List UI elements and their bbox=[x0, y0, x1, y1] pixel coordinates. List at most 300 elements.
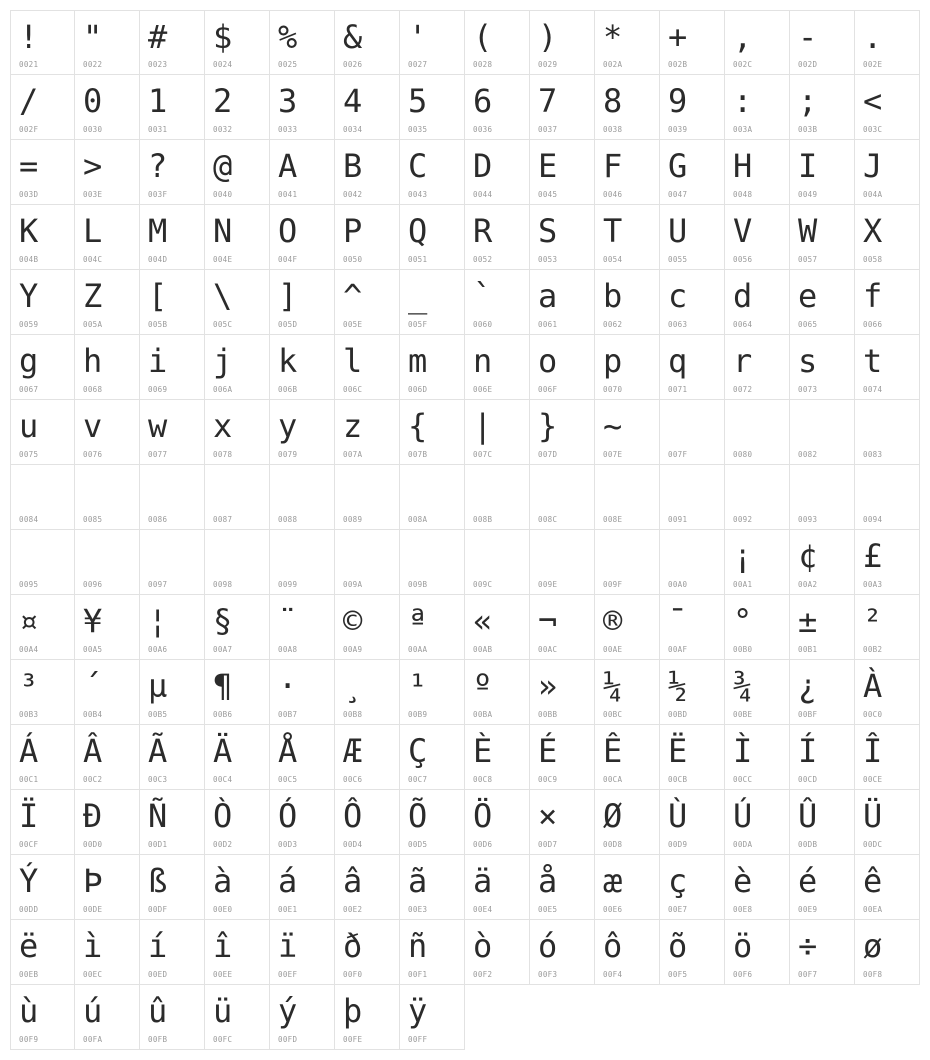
glyph-cell bbox=[530, 10, 595, 75]
glyph-codepoint: 00E7 bbox=[668, 905, 688, 914]
glyph-cell bbox=[140, 985, 205, 1050]
glyph-character: ¥ bbox=[83, 602, 103, 640]
glyph-cell bbox=[270, 75, 335, 140]
glyph-cell bbox=[790, 725, 855, 790]
glyph-character: M bbox=[148, 212, 168, 250]
glyph-codepoint: 00CE bbox=[863, 775, 883, 784]
glyph-cell bbox=[335, 140, 400, 205]
glyph-cell bbox=[270, 140, 335, 205]
glyph-cell bbox=[790, 75, 855, 140]
glyph-cell bbox=[140, 335, 205, 400]
glyph-cell bbox=[660, 530, 725, 595]
glyph-character: º bbox=[473, 667, 493, 705]
glyph-cell bbox=[270, 660, 335, 725]
glyph-character: O bbox=[278, 212, 298, 250]
glyph-cell bbox=[270, 270, 335, 335]
glyph-codepoint: 00BD bbox=[668, 710, 688, 719]
glyph-cell bbox=[465, 855, 530, 920]
glyph-cell bbox=[465, 10, 530, 75]
glyph-character: Ù bbox=[668, 797, 688, 835]
glyph-character: ^ bbox=[343, 277, 363, 315]
glyph-cell bbox=[530, 595, 595, 660]
glyph-character: / bbox=[19, 82, 39, 120]
glyph-codepoint: 00C9 bbox=[538, 775, 558, 784]
glyph-codepoint: 00D6 bbox=[473, 840, 493, 849]
glyph-character: Ò bbox=[213, 797, 233, 835]
glyph-cell bbox=[725, 920, 790, 985]
glyph-character: ù bbox=[19, 992, 39, 1030]
glyph-character: 7 bbox=[538, 82, 558, 120]
glyph-character: 2 bbox=[213, 82, 233, 120]
glyph-cell bbox=[855, 75, 920, 140]
glyph-codepoint: 00BF bbox=[798, 710, 818, 719]
glyph-character: h bbox=[83, 342, 103, 380]
glyph-character: ó bbox=[538, 927, 558, 965]
glyph-character: è bbox=[733, 862, 753, 900]
glyph-cell bbox=[270, 530, 335, 595]
glyph-cell bbox=[75, 465, 140, 530]
glyph-character: ý bbox=[278, 992, 298, 1030]
glyph-character: È bbox=[473, 732, 493, 770]
glyph-cell bbox=[270, 790, 335, 855]
glyph-codepoint: 0048 bbox=[733, 190, 753, 199]
glyph-cell bbox=[725, 855, 790, 920]
glyph-cell bbox=[140, 75, 205, 140]
glyph-character: D bbox=[473, 147, 493, 185]
glyph-cell bbox=[335, 660, 400, 725]
glyph-cell bbox=[465, 270, 530, 335]
glyph-codepoint: 007E bbox=[603, 450, 623, 459]
glyph-codepoint: 00A9 bbox=[343, 645, 363, 654]
glyph-codepoint: 0024 bbox=[213, 60, 233, 69]
glyph-codepoint: 0092 bbox=[733, 515, 753, 524]
glyph-cell bbox=[205, 985, 270, 1050]
glyph-character: m bbox=[408, 342, 428, 380]
glyph-codepoint: 0082 bbox=[798, 450, 818, 459]
glyph-cell bbox=[595, 595, 660, 660]
glyph-character: ² bbox=[863, 602, 883, 640]
glyph-codepoint: 009A bbox=[343, 580, 363, 589]
glyph-cell bbox=[10, 920, 75, 985]
glyph-character: I bbox=[798, 147, 818, 185]
glyph-character: Y bbox=[19, 277, 39, 315]
glyph-character: E bbox=[538, 147, 558, 185]
glyph-character: ö bbox=[733, 927, 753, 965]
glyph-codepoint: 00D1 bbox=[148, 840, 168, 849]
glyph-codepoint: 004D bbox=[148, 255, 168, 264]
glyph-codepoint: 00CA bbox=[603, 775, 623, 784]
glyph-character: ¤ bbox=[19, 602, 39, 640]
glyph-cell bbox=[10, 10, 75, 75]
glyph-character: ¸ bbox=[343, 667, 363, 705]
glyph-character: í bbox=[148, 927, 168, 965]
glyph-cell bbox=[790, 530, 855, 595]
glyph-cell bbox=[140, 270, 205, 335]
glyph-cell bbox=[725, 10, 790, 75]
glyph-character: > bbox=[83, 147, 103, 185]
glyph-cell bbox=[465, 790, 530, 855]
glyph-codepoint: 0051 bbox=[408, 255, 428, 264]
glyph-codepoint: 005F bbox=[408, 320, 428, 329]
glyph-cell bbox=[660, 855, 725, 920]
glyph-codepoint: 0062 bbox=[603, 320, 623, 329]
glyph-character: c bbox=[668, 277, 688, 315]
glyph-codepoint: 003D bbox=[19, 190, 39, 199]
glyph-cell bbox=[10, 400, 75, 465]
glyph-cell bbox=[465, 660, 530, 725]
glyph-cell bbox=[140, 660, 205, 725]
glyph-codepoint: 00E2 bbox=[343, 905, 363, 914]
glyph-character: [ bbox=[148, 277, 168, 315]
glyph-cell bbox=[270, 10, 335, 75]
glyph-codepoint: 00D8 bbox=[603, 840, 623, 849]
glyph-cell bbox=[400, 790, 465, 855]
glyph-character: ] bbox=[278, 277, 298, 315]
glyph-codepoint: 00A7 bbox=[213, 645, 233, 654]
glyph-character: # bbox=[148, 18, 168, 56]
glyph-character: â bbox=[343, 862, 363, 900]
glyph-codepoint: 00D9 bbox=[668, 840, 688, 849]
glyph-cell bbox=[465, 75, 530, 140]
glyph-cell bbox=[595, 920, 660, 985]
glyph-cell bbox=[790, 205, 855, 270]
glyph-character: ë bbox=[19, 927, 39, 965]
glyph-codepoint: 0064 bbox=[733, 320, 753, 329]
glyph-cell bbox=[790, 335, 855, 400]
glyph-character: ð bbox=[343, 927, 363, 965]
glyph-character: ä bbox=[473, 862, 493, 900]
glyph-codepoint: 0021 bbox=[19, 60, 39, 69]
glyph-codepoint: 007F bbox=[668, 450, 688, 459]
glyph-cell bbox=[10, 855, 75, 920]
glyph-character: x bbox=[213, 407, 233, 445]
glyph-character: J bbox=[863, 147, 883, 185]
glyph-character: ¬ bbox=[538, 602, 558, 640]
glyph-codepoint: 00E4 bbox=[473, 905, 493, 914]
glyph-cell bbox=[855, 660, 920, 725]
glyph-codepoint: 00EE bbox=[213, 970, 233, 979]
glyph-codepoint: 0039 bbox=[668, 125, 688, 134]
glyph-character: ¢ bbox=[798, 537, 818, 575]
glyph-cell bbox=[725, 400, 790, 465]
glyph-character: ¶ bbox=[213, 667, 233, 705]
glyph-cell bbox=[530, 465, 595, 530]
glyph-cell bbox=[595, 855, 660, 920]
glyph-character: ¼ bbox=[603, 667, 623, 705]
glyph-cell bbox=[75, 920, 140, 985]
glyph-cell bbox=[400, 205, 465, 270]
glyph-character: | bbox=[473, 407, 493, 445]
glyph-character: ß bbox=[148, 862, 168, 900]
glyph-cell bbox=[725, 335, 790, 400]
glyph-cell bbox=[660, 270, 725, 335]
glyph-codepoint: 00DC bbox=[863, 840, 883, 849]
glyph-codepoint: 00D7 bbox=[538, 840, 558, 849]
glyph-cell bbox=[75, 140, 140, 205]
glyph-codepoint: 002B bbox=[668, 60, 688, 69]
glyph-codepoint: 0037 bbox=[538, 125, 558, 134]
glyph-character: Æ bbox=[343, 732, 363, 770]
glyph-cell bbox=[595, 725, 660, 790]
glyph-character: u bbox=[19, 407, 39, 445]
glyph-character: ¾ bbox=[733, 667, 753, 705]
glyph-codepoint: 0050 bbox=[343, 255, 363, 264]
glyph-codepoint: 00CF bbox=[19, 840, 39, 849]
glyph-character: P bbox=[343, 212, 363, 250]
glyph-codepoint: 00D3 bbox=[278, 840, 298, 849]
glyph-codepoint: 0093 bbox=[798, 515, 818, 524]
glyph-character: r bbox=[733, 342, 753, 380]
glyph-character: ÷ bbox=[798, 927, 818, 965]
glyph-codepoint: 003C bbox=[863, 125, 883, 134]
glyph-cell bbox=[140, 10, 205, 75]
glyph-character: ( bbox=[473, 18, 493, 56]
glyph-cell bbox=[725, 75, 790, 140]
glyph-character: ã bbox=[408, 862, 428, 900]
glyph-codepoint: 0058 bbox=[863, 255, 883, 264]
glyph-character: · bbox=[278, 667, 298, 705]
glyph-cell bbox=[530, 400, 595, 465]
glyph-character: Û bbox=[798, 797, 818, 835]
glyph-codepoint: 0035 bbox=[408, 125, 428, 134]
glyph-cell bbox=[595, 75, 660, 140]
glyph-codepoint: 0038 bbox=[603, 125, 623, 134]
glyph-grid bbox=[10, 10, 920, 1050]
glyph-codepoint: 0052 bbox=[473, 255, 493, 264]
glyph-character: Å bbox=[278, 732, 298, 770]
glyph-character: + bbox=[668, 18, 688, 56]
glyph-cell bbox=[465, 465, 530, 530]
glyph-codepoint: 00E3 bbox=[408, 905, 428, 914]
glyph-codepoint: 006B bbox=[278, 385, 298, 394]
glyph-codepoint: 00D0 bbox=[83, 840, 103, 849]
glyph-cell bbox=[465, 140, 530, 205]
glyph-codepoint: 00BC bbox=[603, 710, 623, 719]
glyph-codepoint: 004B bbox=[19, 255, 39, 264]
glyph-character: Á bbox=[19, 732, 39, 770]
glyph-codepoint: 00B9 bbox=[408, 710, 428, 719]
glyph-codepoint: 0076 bbox=[83, 450, 103, 459]
glyph-character: 1 bbox=[148, 82, 168, 120]
glyph-cell bbox=[335, 205, 400, 270]
glyph-cell bbox=[855, 140, 920, 205]
glyph-codepoint: 009B bbox=[408, 580, 428, 589]
glyph-codepoint: 00B8 bbox=[343, 710, 363, 719]
glyph-cell bbox=[205, 465, 270, 530]
glyph-cell bbox=[205, 400, 270, 465]
glyph-character: X bbox=[863, 212, 883, 250]
glyph-codepoint: 0045 bbox=[538, 190, 558, 199]
glyph-character: R bbox=[473, 212, 493, 250]
glyph-cell bbox=[140, 790, 205, 855]
glyph-cell bbox=[270, 985, 335, 1050]
glyph-codepoint: 007D bbox=[538, 450, 558, 459]
glyph-codepoint: 0043 bbox=[408, 190, 428, 199]
glyph-codepoint: 00E8 bbox=[733, 905, 753, 914]
glyph-character: 0 bbox=[83, 82, 103, 120]
glyph-codepoint: 00BE bbox=[733, 710, 753, 719]
glyph-codepoint: 00E0 bbox=[213, 905, 233, 914]
glyph-codepoint: 00E6 bbox=[603, 905, 623, 914]
glyph-codepoint: 00FD bbox=[278, 1035, 298, 1044]
glyph-cell bbox=[790, 465, 855, 530]
glyph-codepoint: 0041 bbox=[278, 190, 298, 199]
glyph-character: Ô bbox=[343, 797, 363, 835]
glyph-character: ½ bbox=[668, 667, 688, 705]
glyph-codepoint: 00C8 bbox=[473, 775, 493, 784]
glyph-codepoint: 0096 bbox=[83, 580, 103, 589]
glyph-character: Ã bbox=[148, 732, 168, 770]
glyph-cell bbox=[725, 595, 790, 660]
glyph-cell bbox=[270, 335, 335, 400]
glyph-character: Ì bbox=[733, 732, 753, 770]
glyph-codepoint: 00BA bbox=[473, 710, 493, 719]
glyph-cell bbox=[270, 920, 335, 985]
glyph-cell bbox=[790, 920, 855, 985]
glyph-cell bbox=[595, 400, 660, 465]
glyph-cell bbox=[530, 140, 595, 205]
glyph-cell bbox=[660, 465, 725, 530]
glyph-cell bbox=[10, 205, 75, 270]
glyph-cell bbox=[660, 140, 725, 205]
glyph-cell bbox=[790, 660, 855, 725]
glyph-character: F bbox=[603, 147, 623, 185]
glyph-character: Ý bbox=[19, 862, 39, 900]
glyph-codepoint: 0086 bbox=[148, 515, 168, 524]
glyph-codepoint: 005D bbox=[278, 320, 298, 329]
glyph-character: á bbox=[278, 862, 298, 900]
glyph-cell bbox=[75, 530, 140, 595]
glyph-cell bbox=[75, 205, 140, 270]
glyph-codepoint: 0074 bbox=[863, 385, 883, 394]
glyph-character: ÿ bbox=[408, 992, 428, 1030]
glyph-cell bbox=[400, 985, 465, 1050]
glyph-character: w bbox=[148, 407, 168, 445]
glyph-character: ® bbox=[603, 602, 623, 640]
glyph-codepoint: 00AE bbox=[603, 645, 623, 654]
glyph-codepoint: 00B0 bbox=[733, 645, 753, 654]
glyph-codepoint: 00D5 bbox=[408, 840, 428, 849]
glyph-cell bbox=[400, 855, 465, 920]
glyph-codepoint: 00F2 bbox=[473, 970, 493, 979]
glyph-character: : bbox=[733, 82, 753, 120]
glyph-codepoint: 0094 bbox=[863, 515, 883, 524]
glyph-cell bbox=[205, 10, 270, 75]
glyph-codepoint: 0091 bbox=[668, 515, 688, 524]
glyph-cell bbox=[140, 400, 205, 465]
glyph-character: G bbox=[668, 147, 688, 185]
glyph-cell bbox=[10, 790, 75, 855]
glyph-cell bbox=[270, 595, 335, 660]
glyph-cell bbox=[790, 790, 855, 855]
glyph-codepoint: 0088 bbox=[278, 515, 298, 524]
glyph-codepoint: 0033 bbox=[278, 125, 298, 134]
glyph-character: Z bbox=[83, 277, 103, 315]
glyph-cell bbox=[335, 270, 400, 335]
glyph-cell bbox=[205, 725, 270, 790]
glyph-codepoint: 00C6 bbox=[343, 775, 363, 784]
glyph-character: À bbox=[863, 667, 883, 705]
glyph-cell bbox=[205, 920, 270, 985]
glyph-character: û bbox=[148, 992, 168, 1030]
glyph-codepoint: 0095 bbox=[19, 580, 39, 589]
glyph-cell bbox=[855, 595, 920, 660]
glyph-codepoint: 0034 bbox=[343, 125, 363, 134]
glyph-cell bbox=[10, 140, 75, 205]
glyph-cell bbox=[530, 270, 595, 335]
glyph-character: þ bbox=[343, 992, 363, 1030]
glyph-cell bbox=[205, 855, 270, 920]
glyph-character: T bbox=[603, 212, 623, 250]
glyph-codepoint: 00EC bbox=[83, 970, 103, 979]
glyph-character: ` bbox=[473, 277, 493, 315]
glyph-cell bbox=[10, 660, 75, 725]
glyph-codepoint: 0075 bbox=[19, 450, 39, 459]
glyph-cell bbox=[595, 465, 660, 530]
glyph-character: ~ bbox=[603, 407, 623, 445]
glyph-character: æ bbox=[603, 862, 623, 900]
glyph-codepoint: 0032 bbox=[213, 125, 233, 134]
glyph-cell bbox=[400, 335, 465, 400]
glyph-codepoint: 00C2 bbox=[83, 775, 103, 784]
glyph-codepoint: 00A6 bbox=[148, 645, 168, 654]
glyph-character: * bbox=[603, 18, 623, 56]
glyph-character: Í bbox=[798, 732, 818, 770]
glyph-cell bbox=[400, 10, 465, 75]
glyph-character: L bbox=[83, 212, 103, 250]
glyph-codepoint: 009C bbox=[473, 580, 493, 589]
glyph-codepoint: 005E bbox=[343, 320, 363, 329]
glyph-cell bbox=[465, 400, 530, 465]
glyph-cell bbox=[725, 205, 790, 270]
glyph-character: ³ bbox=[19, 667, 39, 705]
glyph-cell bbox=[75, 985, 140, 1050]
glyph-character: ï bbox=[278, 927, 298, 965]
glyph-character: A bbox=[278, 147, 298, 185]
glyph-cell bbox=[400, 920, 465, 985]
glyph-cell bbox=[140, 920, 205, 985]
glyph-codepoint: 005B bbox=[148, 320, 168, 329]
glyph-codepoint: 00DE bbox=[83, 905, 103, 914]
glyph-codepoint: 00A0 bbox=[668, 580, 688, 589]
glyph-cell bbox=[270, 400, 335, 465]
glyph-cell bbox=[465, 335, 530, 400]
glyph-codepoint: 00FF bbox=[408, 1035, 428, 1044]
glyph-character: e bbox=[798, 277, 818, 315]
glyph-codepoint: 006D bbox=[408, 385, 428, 394]
glyph-character: B bbox=[343, 147, 363, 185]
glyph-cell bbox=[140, 595, 205, 660]
glyph-character: K bbox=[19, 212, 39, 250]
glyph-cell bbox=[790, 10, 855, 75]
glyph-codepoint: 0063 bbox=[668, 320, 688, 329]
glyph-character: § bbox=[213, 602, 233, 640]
glyph-codepoint: 00A1 bbox=[733, 580, 753, 589]
glyph-cell bbox=[10, 985, 75, 1050]
glyph-codepoint: 0023 bbox=[148, 60, 168, 69]
glyph-codepoint: 00B3 bbox=[19, 710, 39, 719]
glyph-codepoint: 00FE bbox=[343, 1035, 363, 1044]
glyph-codepoint: 00F0 bbox=[343, 970, 363, 979]
glyph-codepoint: 008B bbox=[473, 515, 493, 524]
glyph-cell bbox=[400, 140, 465, 205]
glyph-codepoint: 00E9 bbox=[798, 905, 818, 914]
glyph-cell bbox=[855, 465, 920, 530]
glyph-cell bbox=[725, 725, 790, 790]
glyph-cell bbox=[270, 465, 335, 530]
glyph-character: Ç bbox=[408, 732, 428, 770]
glyph-cell bbox=[75, 725, 140, 790]
